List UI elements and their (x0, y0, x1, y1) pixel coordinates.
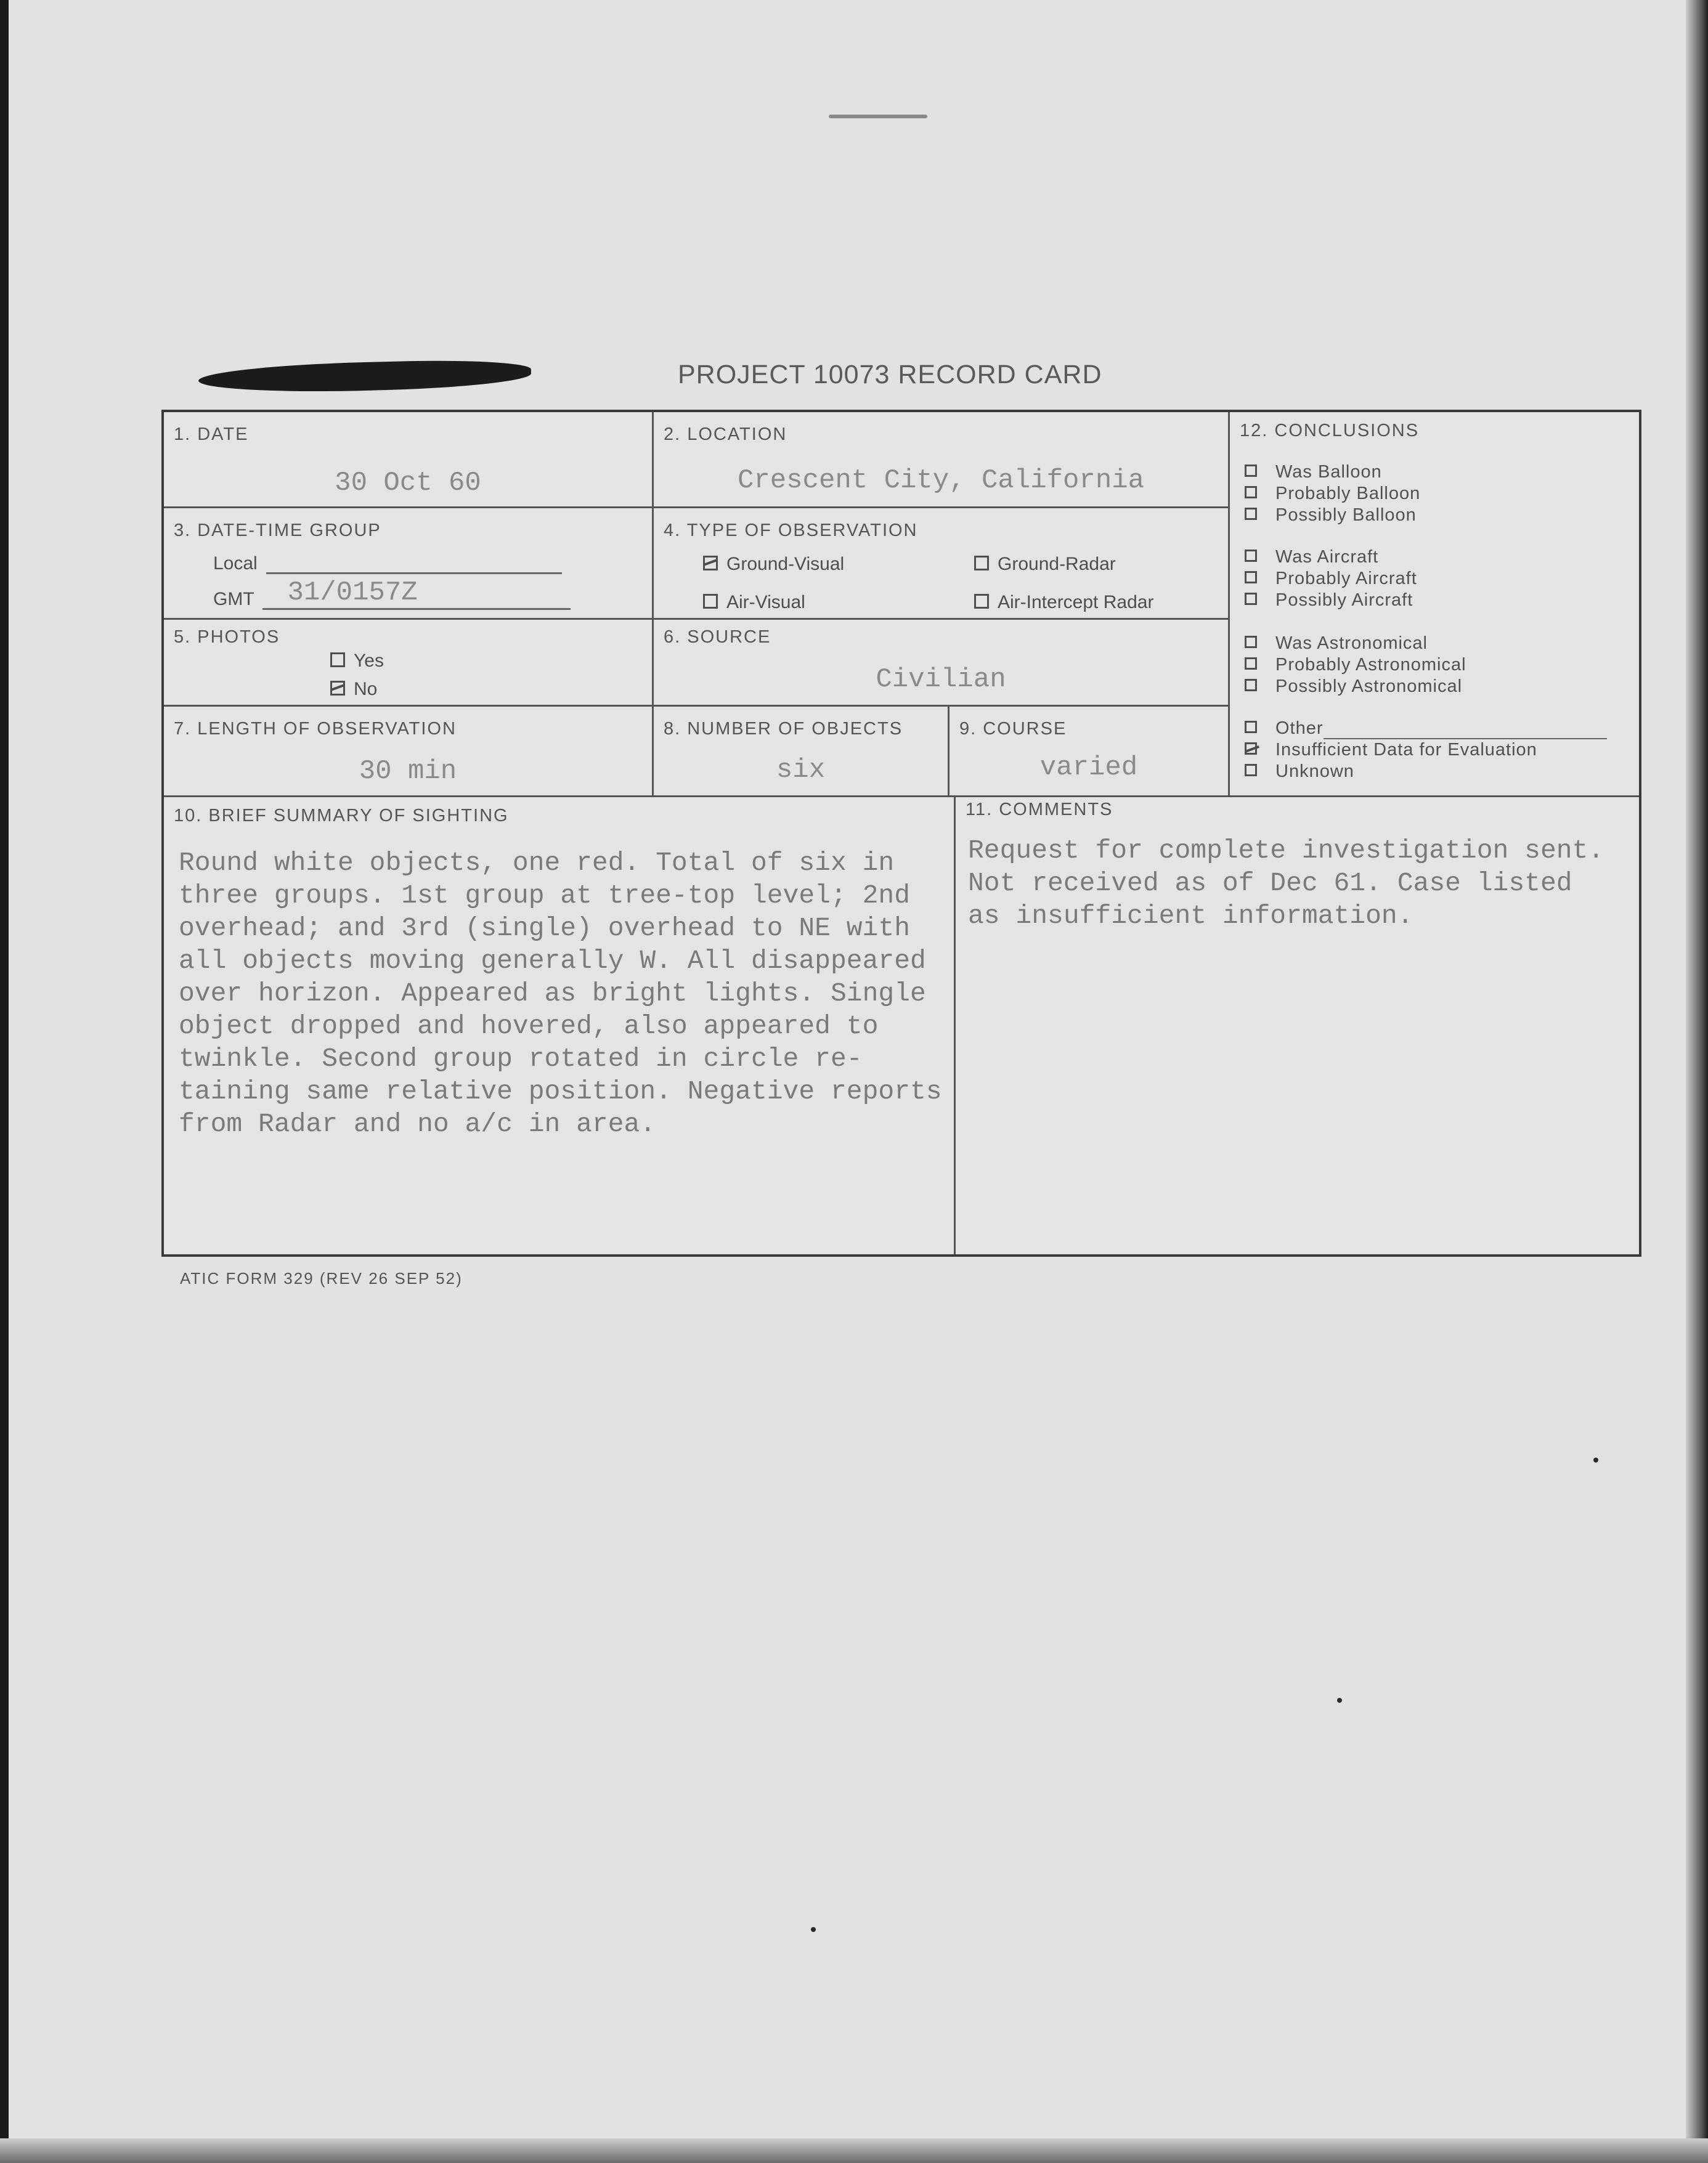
conclusion-option: Possibly Balloon (1275, 505, 1417, 525)
source-value: Civilian (876, 664, 1006, 695)
form-footer: ATIC FORM 329 (REV 26 SEP 52) (180, 1269, 463, 1288)
scan-mark (829, 115, 927, 118)
checkbox-icon (1245, 593, 1257, 605)
conclusions-cell (1230, 412, 1639, 797)
conclusion-option: Was Balloon (1275, 462, 1382, 482)
scan-speck (811, 1927, 816, 1932)
option-air-visual: Air-Visual (703, 592, 805, 613)
local-row (213, 551, 562, 574)
objects-count-label: 8. NUMBER OF OBJECTS (664, 719, 903, 739)
comments-cell (956, 797, 1639, 1254)
source-label: 6. SOURCE (664, 627, 771, 647)
option-ground-radar: Ground-Radar (974, 554, 1116, 575)
summary-line: all objects moving generally W. All disappeared (179, 946, 926, 976)
other-line (1324, 723, 1607, 739)
observation-type-cell (654, 508, 1230, 620)
conclusion-option: Possibly Aircraft (1275, 590, 1413, 610)
location-value: Crescent City, California (737, 465, 1145, 496)
comment-line: Not received as of Dec 61. Case listed (968, 868, 1572, 898)
gmt-value: 31/0157Z (287, 577, 418, 608)
scan-border-left (0, 0, 9, 2163)
length-label: 7. LENGTH OF OBSERVATION (174, 719, 457, 739)
summary-line: from Radar and no a/c in area. (179, 1109, 656, 1139)
summary-cell (164, 797, 956, 1254)
course-cell (950, 707, 1230, 797)
observation-type-label: 4. TYPE OF OBSERVATION (664, 521, 918, 540)
local-field (266, 551, 562, 574)
checkbox-icon (1245, 764, 1257, 776)
conclusion-option: Other (1275, 718, 1324, 738)
comment-line: as insufficient information. (968, 901, 1413, 931)
checkbox-icon (1245, 636, 1257, 648)
gmt-field (262, 577, 571, 610)
course-value: varied (1039, 752, 1138, 783)
checkbox-icon (1245, 550, 1257, 562)
checkbox-icon (1245, 571, 1257, 583)
record-card (161, 410, 1641, 1257)
local-label: Local (213, 553, 258, 574)
comments-label: 11. COMMENTS (966, 800, 1113, 819)
option-photos-yes: Yes (330, 651, 384, 672)
checkbox-icon (1245, 486, 1257, 498)
checkbox-icon (1245, 465, 1257, 477)
conclusion-option: Was Astronomical (1275, 633, 1428, 653)
location-label: 2. LOCATION (664, 424, 787, 444)
checkbox-icon (1245, 657, 1257, 670)
redaction-bar (198, 358, 531, 395)
checkbox-icon (1245, 679, 1257, 691)
gmt-row (213, 577, 571, 610)
conclusion-option: Unknown (1275, 761, 1354, 781)
conclusions-label: 12. CONCLUSIONS (1240, 421, 1420, 440)
objects-count-value: six (776, 755, 826, 785)
comments-text (968, 834, 1621, 932)
option-air-intercept-radar: Air-Intercept Radar (974, 592, 1153, 613)
summary-text (179, 846, 955, 1140)
length-value: 30 min (359, 756, 457, 787)
conclusion-option: Was Aircraft (1275, 547, 1379, 567)
comment-line: Request for complete investigation sent. (968, 835, 1604, 866)
conclusion-option: Possibly Astronomical (1275, 676, 1463, 696)
conclusion-option: Probably Aircraft (1275, 569, 1417, 588)
source-cell (654, 620, 1230, 707)
conclusion-option: Probably Astronomical (1275, 655, 1466, 675)
checkbox-icon (974, 594, 989, 609)
summary-line: object dropped and hovered, also appeared to (179, 1011, 879, 1041)
gmt-label: GMT (213, 589, 254, 609)
summary-line: twinkle. Second group rotated in circle re- (179, 1044, 863, 1074)
checkbox-icon (974, 556, 989, 570)
scan-speck (1337, 1698, 1342, 1703)
option-photos-no: No (330, 679, 377, 700)
summary-line: taining same relative position. Negative reports (179, 1076, 942, 1106)
location-cell (654, 412, 1230, 508)
date-cell (164, 412, 654, 508)
checkbox-icon (1245, 742, 1257, 755)
photos-cell (164, 620, 654, 707)
conclusions-astronomical (1245, 633, 1466, 697)
length-cell (164, 707, 654, 797)
date-value: 30 Oct 60 (335, 468, 481, 498)
summary-line: Round white objects, one red. Total of six in (179, 848, 895, 878)
checkbox-icon (330, 681, 345, 696)
checkbox-icon (1245, 508, 1257, 520)
summary-line: overhead; and 3rd (single) overhead to NE with (179, 913, 910, 943)
summary-line: three groups. 1st group at tree-top level; 2nd (179, 880, 910, 911)
date-time-label: 3. DATE-TIME GROUP (174, 521, 381, 540)
summary-line: over horizon. Appeared as bright lights. Single (179, 978, 926, 1008)
conclusions-other (1245, 718, 1607, 782)
course-label: 9. COURSE (959, 719, 1067, 739)
conclusion-option: Probably Balloon (1275, 484, 1421, 503)
photos-label: 5. PHOTOS (174, 627, 280, 647)
summary-label: 10. BRIEF SUMMARY OF SIGHTING (174, 806, 509, 826)
option-ground-visual: Ground-Visual (703, 554, 844, 575)
date-time-cell (164, 508, 654, 620)
scan-border-bottom (0, 2138, 1708, 2163)
checkbox-icon (1245, 721, 1257, 733)
checkbox-icon (703, 594, 718, 609)
scan-speck (1593, 1458, 1598, 1463)
conclusions-balloon (1245, 461, 1420, 526)
conclusion-option: Insufficient Data for Evaluation (1275, 740, 1537, 760)
scan-border-right (1686, 0, 1708, 2163)
date-label: 1. DATE (174, 424, 249, 444)
checkbox-icon (330, 652, 345, 667)
objects-count-cell (654, 707, 950, 797)
card-title: PROJECT 10073 RECORD CARD (678, 360, 1102, 389)
conclusions-aircraft (1245, 546, 1417, 611)
checkbox-icon (703, 556, 718, 570)
